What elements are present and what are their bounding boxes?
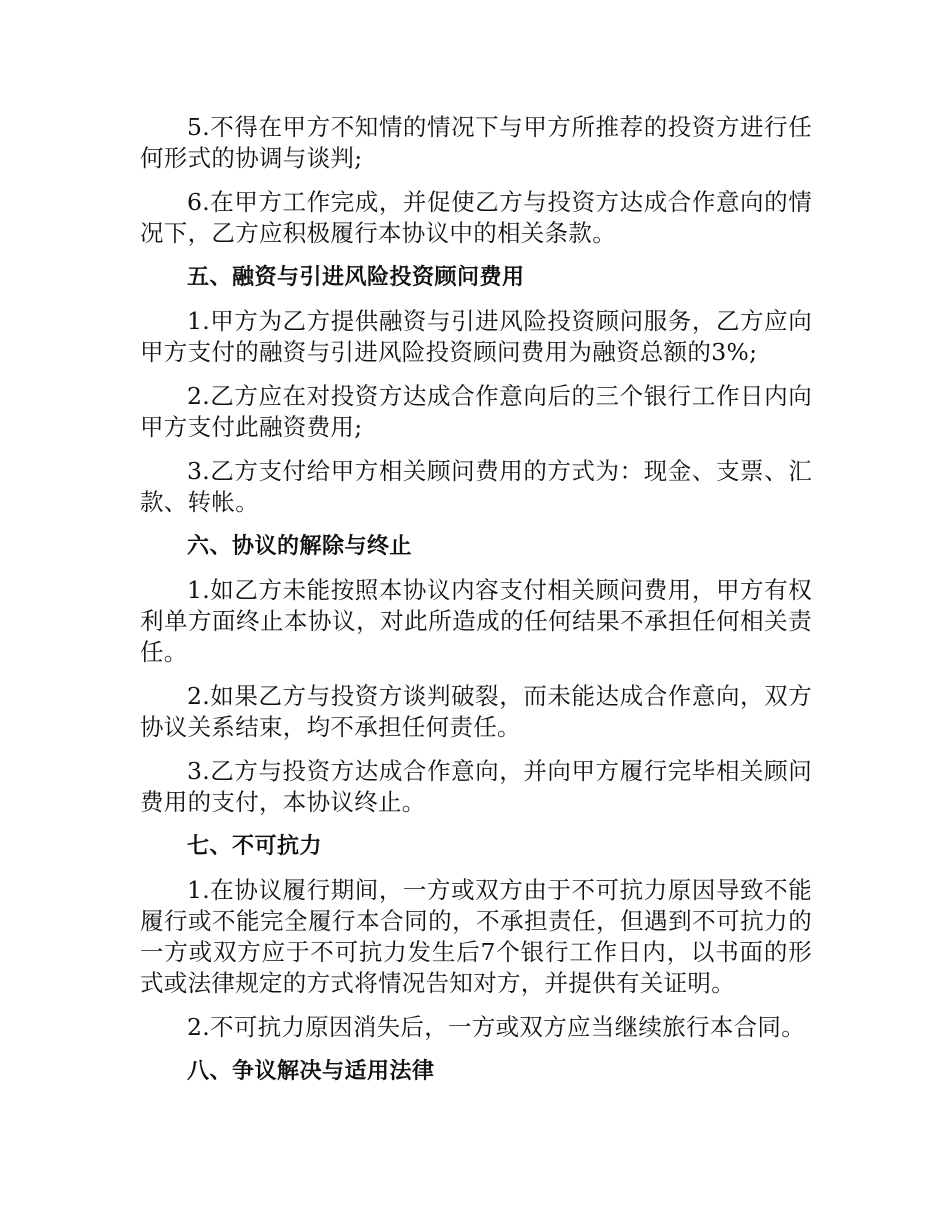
clause-4-6: 6.在甲方工作完成，并促使乙方与投资方达成合作意向的情况下，乙方应积极履行本协议中的相关条款。	[140, 188, 812, 247]
document-page	[140, 112, 812, 1100]
clause-6-1: 1.如乙方未能按照本协议内容支付相关顾问费用，甲方有权利单方面终止本协议，对此所造成的任何结果不承担任何相关责任。	[140, 576, 812, 666]
clause-5-2: 2.乙方应在对投资方达成合作意向后的三个银行工作日内向甲方支付此融资费用;	[140, 382, 812, 441]
clause-6-3: 3.乙方与投资方达成合作意向，并向甲方履行完毕相关顾问费用的支付，本协议终止。	[140, 757, 812, 816]
section-heading-6: 六、协议的解除与终止	[187, 534, 413, 559]
clause-5-3: 3.乙方支付给甲方相关顾问费用的方式为：现金、支票、汇款、转帐。	[140, 457, 812, 516]
clause-4-5: 5.不得在甲方不知情的情况下与甲方所推荐的投资方进行任何形式的协调与谈判;	[140, 113, 812, 172]
clause-6-2: 2.如果乙方与投资方谈判破裂，而未能达成合作意向，双方协议关系结束，均不承担任何责任。	[140, 682, 812, 741]
clause-7-2: 2.不可抗力原因消失后，一方或双方应当继续旅行本合同。	[187, 1013, 806, 1041]
section-heading-5: 五、融资与引进风险投资顾问费用	[187, 265, 525, 290]
section-heading-7: 七、不可抗力	[187, 834, 323, 859]
section-heading-8: 八、争议解决与适用法律	[187, 1059, 435, 1084]
clause-5-1: 1.甲方为乙方提供融资与引进风险投资顾问服务，乙方应向甲方支付的融资与引进风险投资顾问费用为融资总额的3%;	[140, 307, 812, 366]
clause-7-1: 1.在协议履行期间，一方或双方由于不可抗力原因导致不能履行或不能完全履行本合同的，不承担责任，但遇到不可抗力的一方或双方应于不可抗力发生后7个银行工作日内，以书面的形式或法律规定的方式将情况告知对方，并提供有关证明。	[140, 876, 812, 997]
